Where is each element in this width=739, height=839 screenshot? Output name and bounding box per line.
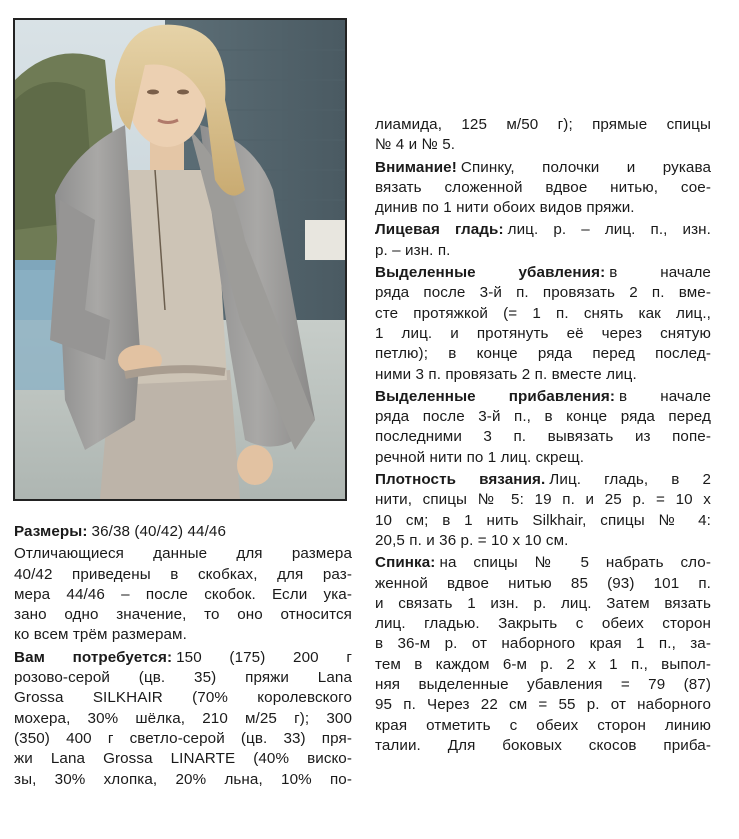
- back-first: на спицы № 5 набрать сло-: [439, 554, 711, 572]
- stockinette-first: лиц. р. – лиц. п., изн.: [507, 221, 711, 239]
- text-line: ко всем трём размерам.: [14, 626, 187, 644]
- back-paragraph: [375, 553, 711, 756]
- text-line: динив по 1 нити обоих видов пряжи.: [375, 199, 635, 217]
- materials-first: 150 (175) 200 г: [176, 648, 352, 666]
- text-line: лиамида, 125 м/50 г); прямые спицы: [375, 116, 711, 133]
- text-line: 20,5 п. и 36 р. = 10 х 10 см.: [375, 531, 569, 549]
- text-line: речной нити по 1 лиц. скрещ.: [375, 448, 585, 466]
- text-line: талии. Для боковых скосов приба-: [375, 736, 711, 754]
- cardigan-model-photo: [13, 18, 347, 501]
- text-line: вязать сложенной вдвое нитью, сое-: [375, 178, 711, 196]
- text-line: [375, 387, 711, 407]
- attention-paragraph: [375, 158, 711, 219]
- text-line: [14, 648, 352, 668]
- text-line: ними 3 п. провязать 2 п. вместе лиц.: [375, 365, 637, 383]
- text-line: тем в каждом 6-м р. 2 х 1 п., выпол-: [375, 655, 711, 673]
- decreases-label: Выделенные убавления:: [375, 264, 606, 282]
- materials-continued-paragraph: [375, 115, 711, 156]
- materials-paragraph: [14, 648, 352, 790]
- text-line: сте протяжкой (= 1 п. снять как лиц.,: [375, 304, 711, 322]
- text-line: [375, 470, 711, 490]
- text-line: мера 44/46 – после скобок. Если ука-: [14, 585, 352, 603]
- right-text-column: [375, 115, 711, 758]
- text-line: [375, 220, 711, 240]
- text-line: последними 3 п. вывязать из попе-: [375, 428, 711, 446]
- text-line: и связать 1 изн. р. лиц. Затем вязать: [375, 594, 711, 612]
- text-line: 10 см; в 1 нить Silkhair, спицы № 4:: [375, 511, 711, 529]
- text-line: [375, 158, 711, 178]
- text-line: 40/42 приведены в скобках, для раз-: [14, 565, 352, 583]
- attention-label: Внимание!: [375, 158, 457, 176]
- text-line: 1 лиц. и протянуть её через снятую: [375, 324, 711, 342]
- text-line: № 4 и № 5.: [375, 136, 456, 154]
- sizes-label: Размеры:: [14, 523, 88, 540]
- text-line: нити, спицы № 5: 19 п. и 25 р. = 10 х: [375, 491, 711, 509]
- text-line: розово-серой (цв. 35) пряжи Lana: [14, 669, 352, 687]
- text-line: 95 п. Через 22 см = 55 р. от наборного: [375, 696, 711, 714]
- attention-first: Спинку, полочки и рукава: [460, 158, 711, 176]
- text-line: [375, 553, 711, 573]
- text-line: в 36-м р. от наборного края 1 п., за-: [375, 635, 711, 653]
- text-line: края отметить с обеих сторон линию: [375, 716, 711, 734]
- sizes-value: 36/38 (40/42) 44/46: [91, 523, 227, 540]
- sizes-paragraph: [14, 522, 352, 542]
- size-note-paragraph: [14, 544, 352, 645]
- text-line: зы, 30% хлопка, 20% льна, 10% по-: [14, 770, 352, 788]
- text-line: [375, 263, 711, 283]
- gauge-label: Плотность вязания.: [375, 471, 546, 489]
- increases-label: Выделенные прибавления:: [375, 387, 616, 405]
- text-line: петлю); в конце ряда перед послед-: [375, 345, 711, 363]
- woman-in-cardigan-illustration: [15, 20, 345, 499]
- text-line: Отличающиеся данные для размера: [14, 545, 352, 563]
- text-line: мохера, 30% шёлка, 210 м/25 г); 300: [14, 709, 352, 727]
- text-line: ряда после 3-й п. провязать 2 п. вме-: [375, 284, 711, 302]
- decreases-first: в начале: [609, 264, 711, 282]
- text-line: Grossa SILKHAIR (70% королевского: [14, 689, 352, 707]
- decreases-paragraph: [375, 263, 711, 385]
- materials-label: Вам потребуется:: [14, 648, 173, 666]
- text-line: зано одно значение, то оно относится: [14, 606, 352, 624]
- text-line: лиц. гладью. Закрыть с обеих сторон: [375, 615, 711, 633]
- left-text-column: [14, 522, 352, 792]
- increases-paragraph: [375, 387, 711, 468]
- gauge-paragraph: [375, 470, 711, 551]
- sizes-line: [14, 522, 352, 542]
- text-line: (350) 400 г светло-серой (цв. 33) пря-: [14, 729, 352, 747]
- stockinette-paragraph: [375, 220, 711, 261]
- text-line: р. – изн. п.: [375, 241, 451, 259]
- back-label: Спинка:: [375, 554, 436, 572]
- text-line: няя выделенные убавления = 79 (87): [375, 676, 711, 694]
- increases-first: в начале: [619, 387, 711, 405]
- text-line: жи Lana Grossa LINARTE (40% вискo-: [14, 750, 352, 768]
- text-line: женной вдвое нитью 85 (93) 101 п.: [375, 574, 711, 592]
- stockinette-label: Лицевая гладь:: [375, 221, 504, 239]
- gauge-first: Лиц. гладь, в 2: [549, 471, 711, 489]
- text-line: ряда после 3-й п., в конце ряда перед: [375, 408, 711, 426]
